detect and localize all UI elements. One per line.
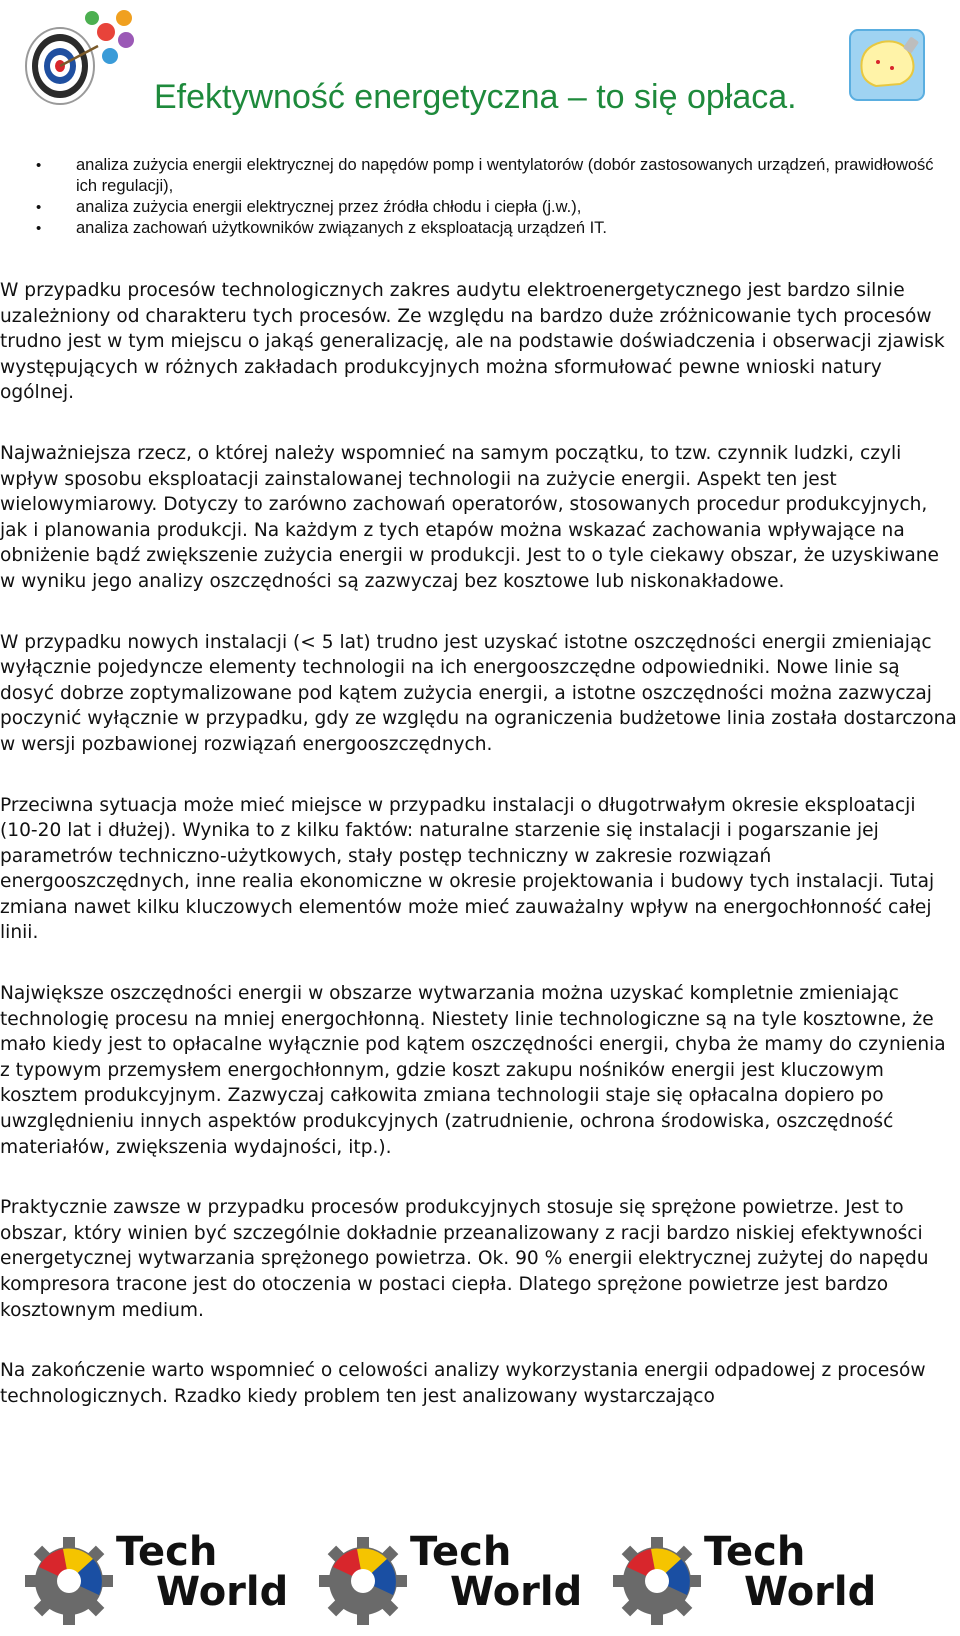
page-header — [0, 0, 960, 130]
list-item — [36, 197, 936, 218]
bullet-icon: • — [36, 157, 42, 174]
logo-word-tech: Tech — [410, 1529, 512, 1575]
logo-text — [116, 1529, 289, 1615]
gear-icon — [318, 1536, 408, 1626]
logo-word-tech: Tech — [116, 1529, 218, 1575]
list-item — [36, 218, 936, 239]
paragraph: Największe oszczędności energii w obszarze wytwarzania można uzyskać kompletnie zmieniając technologię procesu na mniej energochłonną. Niestety linie technologiczne są na tyle kosztowne, że mało kiedy jest to opłacalne wyłącznie pod kątem oszczędności energii, chyba że mamy do czynienia z typowym przemysłem energochłonnym, gdzie koszt zakupu nośników energii jest kluczowym kosztem produkcyjnym. Zazwyczaj całkowita zmiana technologii staje się opłacalna dopiero po uwzględnieniu innych aspektów produkcyjnych (zatrudnienie, ochrona środowiska, oszczędność materiałów, zwiększenia wydajności, itp.). — [0, 983, 946, 1158]
logo-word-world: World — [450, 1569, 583, 1615]
logo-text — [704, 1529, 877, 1615]
logo-word-tech: Tech — [704, 1529, 806, 1575]
paragraph: Najważniejsza rzecz, o której należy wspomnieć na samym początku, to tzw. czynnik ludzki, czyli wpływ sposobu eksploatacji zainstalowanej technologii na zużycie energii. Aspekt ten jest wielowymiarowy. Dotyczy to zarówno zachowań operatorów, stosowanych procedur produkcyjnych, jak i planowania produkcji. Na każdym z tych etapów można wskazać zachowania wpływające na obniżenie bądź zwiększenie zużycia energii w produkcji. Jest to o tyle ciekawy obszar, że uzyskiwane w wyniku jego analizy oszczędności są zazwyczaj bez kosztowe lub niskonakładowe. — [0, 442, 939, 592]
logo-word-world: World — [156, 1569, 289, 1615]
paragraph: W przypadku procesów technologicznych zakres audytu elektroenergetycznego jest bardzo silnie uzależniony od charakteru tych procesów. Ze względu na bardzo duże zróżnicowanie tych procesów trudno jest w tym miejscu o jakąś generalizację, ale na podstawie doświadczenia i obserwacji zjawisk występujących w różnych zakładach produkcyjnych można sformułować pewne wnioski natury ogólnej. — [0, 280, 945, 404]
tech-world-logo — [24, 1529, 289, 1628]
paragraph: Na zakończenie warto wspomnieć o celowości analizy wykorzystania energii odpadowej z procesów technologicznych. Rzadko kiedy problem ten jest analizowany wystarczająco — [0, 1360, 926, 1407]
page-title: Efektywność energetyczna – to się opłaca. — [154, 78, 797, 116]
document-body — [0, 278, 958, 1409]
gear-icon — [24, 1536, 114, 1626]
bullet-text: analiza zużycia energii elektrycznej przez źródła chłodu i ciepła (j.w.), — [76, 198, 582, 216]
bullet-icon: • — [36, 199, 42, 216]
bullet-text: analiza zachowań użytkowników związanych z eksploatacją urządzeń IT. — [76, 219, 608, 237]
logo-word-world: World — [744, 1569, 877, 1615]
bullet-icon: • — [36, 220, 42, 237]
logo-text — [410, 1529, 583, 1615]
page-footer — [0, 1524, 960, 1636]
tech-world-logo — [612, 1529, 877, 1628]
lightbulb-map-icon — [848, 28, 928, 104]
paragraph: Przeciwna sytuacja może mieć miejsce w przypadku instalacji o długotrwałym okresie eksploatacji (10-20 lat i dłużej). Wynika to z kilku faktów: naturalne starzenie się instalacji i pogarszanie jej parametrów techniczno-użytkowych, stały postęp techniczny w zakresie rozwiązań energooszczędnych, inne realia ekonomiczne w okresie projektowania i budowy tych instalacji. Tutaj zmiana nawet kilku kluczowych elementów może mieć zauważalny wpływ na energochłonność całej linii. — [0, 794, 935, 944]
target-with-apps-icon — [14, 4, 144, 114]
bullet-text: analiza zużycia energii elektrycznej do napędów pomp i wentylatorów (dobór zastosowanych urządzeń, prawidłowość ich regulacji), — [76, 156, 934, 195]
bullet-list — [36, 155, 936, 239]
tech-world-logo — [318, 1529, 583, 1628]
list-item — [36, 155, 936, 197]
gear-icon — [612, 1536, 702, 1626]
paragraph: Praktycznie zawsze w przypadku procesów produkcyjnych stosuje się sprężone powietrze. Jest to obszar, który winien być szczególnie dokładnie przeanalizowany z racji bardzo niskiej efektywności energetycznej wytwarzania sprężonego powietrza. Ok. 90 % energii elektrycznej zużytej do napędu kompresora tracone jest do otoczenia w postaci ciepła. Dlatego sprężone powietrze jest bardzo kosztownym medium. — [0, 1197, 929, 1321]
paragraph: W przypadku nowych instalacji (< 5 lat) trudno jest uzyskać istotne oszczędności energii zmieniając wyłącznie pojedyncze elementy technologii na ich energooszczędne odpowiedniki. Nowe linie są dosyć dobrze zoptymalizowane pod kątem zużycia energii, a istotne oszczędności można zazwyczaj poczynić wyłącznie w przypadku, gdy ze względu na ograniczenia budżetowe linia została dostarczona w wersji pozbawionej rozwiązań energooszczędnych. — [0, 631, 957, 755]
